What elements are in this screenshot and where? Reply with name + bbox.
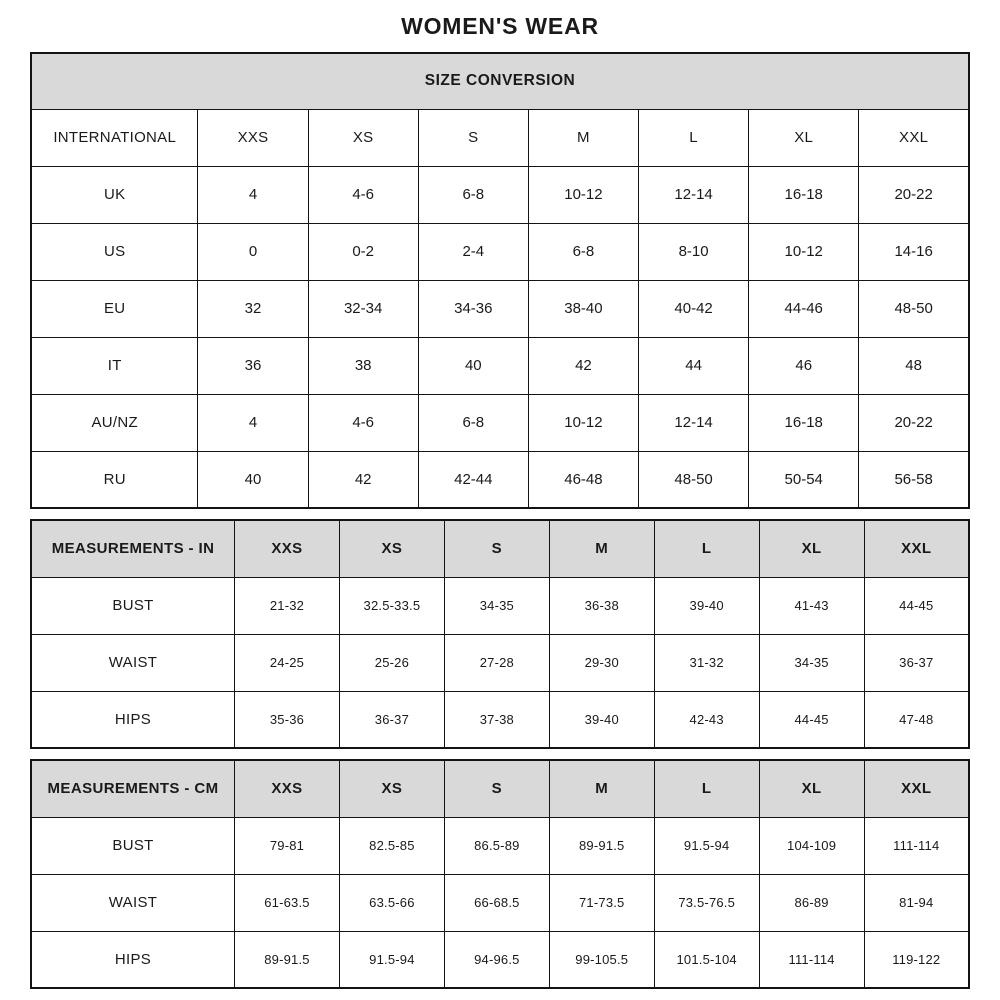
measurements-cm-header-label: MEASUREMENTS - CM — [31, 760, 235, 817]
measurements-in-row-label: HIPS — [31, 691, 235, 748]
table-row — [31, 634, 969, 691]
measurements-cm-column-header: XXS — [235, 760, 340, 817]
size-conversion-value-cell: 56-58 — [859, 451, 969, 508]
measurements-in-value-cell: 44-45 — [759, 691, 864, 748]
table-row — [31, 166, 969, 223]
measurements-cm-value-cell: 104-109 — [759, 817, 864, 874]
measurements-cm-value-cell: 82.5-85 — [339, 817, 444, 874]
measurements-in-column-header: XXS — [235, 520, 340, 577]
measurements-cm-column-header: M — [549, 760, 654, 817]
size-conversion-value-cell: 38 — [308, 337, 418, 394]
measurements-cm-table — [30, 759, 970, 989]
size-conversion-value-cell: 38-40 — [528, 280, 638, 337]
measurements-in-header-label: MEASUREMENTS - IN — [31, 520, 235, 577]
size-conversion-value-cell: 20-22 — [859, 166, 969, 223]
measurements-cm-value-cell: 119-122 — [864, 931, 969, 988]
measurements-cm-row-label: HIPS — [31, 931, 235, 988]
measurements-in-value-cell: 39-40 — [654, 577, 759, 634]
size-conversion-value-cell: 4-6 — [308, 166, 418, 223]
measurements-in-value-cell: 37-38 — [444, 691, 549, 748]
measurements-cm-column-header: L — [654, 760, 759, 817]
size-conversion-table — [30, 52, 970, 509]
table-row — [31, 280, 969, 337]
measurements-in-value-cell: 27-28 — [444, 634, 549, 691]
size-conversion-value-cell: 4 — [198, 166, 308, 223]
size-conversion-row-label: RU — [31, 451, 198, 508]
size-conversion-value-cell: 44-46 — [749, 280, 859, 337]
measurements-cm-column-header: XS — [339, 760, 444, 817]
size-conversion-value-cell: 4 — [198, 394, 308, 451]
table-row — [31, 451, 969, 508]
size-conversion-value-cell: 10-12 — [528, 394, 638, 451]
size-conversion-value-cell: 42-44 — [418, 451, 528, 508]
size-conversion-value-cell: 8-10 — [639, 223, 749, 280]
measurements-in-column-header: L — [654, 520, 759, 577]
measurements-cm-value-cell: 91.5-94 — [339, 931, 444, 988]
measurements-in-value-cell: 42-43 — [654, 691, 759, 748]
size-conversion-row-label: AU/NZ — [31, 394, 198, 451]
table-row — [31, 577, 969, 634]
measurements-cm-value-cell: 111-114 — [864, 817, 969, 874]
measurements-cm-value-cell: 73.5-76.5 — [654, 874, 759, 931]
measurements-in-value-cell: 36-37 — [864, 634, 969, 691]
size-conversion-value-cell: 44 — [639, 337, 749, 394]
measurements-cm-row-label: BUST — [31, 817, 235, 874]
size-conversion-value-cell: 46 — [749, 337, 859, 394]
size-conversion-value-cell: 0-2 — [308, 223, 418, 280]
size-conversion-value-cell: 6-8 — [418, 166, 528, 223]
measurements-in-row-label: WAIST — [31, 634, 235, 691]
size-conversion-value-cell: 46-48 — [528, 451, 638, 508]
size-conversion-value-cell: 10-12 — [749, 223, 859, 280]
size-conversion-value-cell: 12-14 — [639, 394, 749, 451]
size-conversion-column-header: XS — [308, 109, 418, 166]
size-conversion-row-label: IT — [31, 337, 198, 394]
measurements-cm-value-cell: 99-105.5 — [549, 931, 654, 988]
measurements-cm-value-cell: 81-94 — [864, 874, 969, 931]
table-row — [31, 817, 969, 874]
measurements-cm-value-cell: 63.5-66 — [339, 874, 444, 931]
measurements-cm-value-cell: 61-63.5 — [235, 874, 340, 931]
size-conversion-row-label: UK — [31, 166, 198, 223]
measurements-in-value-cell: 32.5-33.5 — [339, 577, 444, 634]
measurements-in-value-cell: 41-43 — [759, 577, 864, 634]
size-conversion-value-cell: 6-8 — [418, 394, 528, 451]
size-conversion-banner: SIZE CONVERSION — [31, 53, 969, 109]
page-title: WOMEN'S WEAR — [401, 12, 599, 39]
measurements-in-column-header: XXL — [864, 520, 969, 577]
measurements-in-value-cell: 29-30 — [549, 634, 654, 691]
measurements-cm-value-cell: 89-91.5 — [235, 931, 340, 988]
size-conversion-value-cell: 0 — [198, 223, 308, 280]
size-conversion-value-cell: 42 — [308, 451, 418, 508]
measurements-cm-column-header: S — [444, 760, 549, 817]
measurements-in-value-cell: 34-35 — [444, 577, 549, 634]
measurements-cm-value-cell: 71-73.5 — [549, 874, 654, 931]
size-conversion-value-cell: 40-42 — [639, 280, 749, 337]
size-conversion-column-header: M — [528, 109, 638, 166]
measurements-in-value-cell: 25-26 — [339, 634, 444, 691]
measurements-in-value-cell: 47-48 — [864, 691, 969, 748]
size-conversion-column-header: L — [639, 109, 749, 166]
table-row — [31, 337, 969, 394]
measurements-cm-value-cell: 79-81 — [235, 817, 340, 874]
size-conversion-value-cell: 42 — [528, 337, 638, 394]
size-conversion-value-cell: 32 — [198, 280, 308, 337]
size-conversion-header-label: INTERNATIONAL — [31, 109, 198, 166]
size-conversion-value-cell: 48 — [859, 337, 969, 394]
measurements-in-column-header: XS — [339, 520, 444, 577]
measurements-cm-value-cell: 89-91.5 — [549, 817, 654, 874]
measurements-in-value-cell: 39-40 — [549, 691, 654, 748]
size-conversion-value-cell: 36 — [198, 337, 308, 394]
size-conversion-value-cell: 32-34 — [308, 280, 418, 337]
size-conversion-value-cell: 16-18 — [749, 166, 859, 223]
measurements-cm-value-cell: 66-68.5 — [444, 874, 549, 931]
size-conversion-value-cell: 12-14 — [639, 166, 749, 223]
size-conversion-value-cell: 40 — [418, 337, 528, 394]
measurements-cm-row-label: WAIST — [31, 874, 235, 931]
measurements-cm-value-cell: 101.5-104 — [654, 931, 759, 988]
table-row — [31, 691, 969, 748]
measurements-cm-value-cell: 86-89 — [759, 874, 864, 931]
measurements-in-column-header: XL — [759, 520, 864, 577]
size-conversion-column-header: XXS — [198, 109, 308, 166]
table-row — [31, 931, 969, 988]
size-conversion-row-label: EU — [31, 280, 198, 337]
measurements-in-value-cell: 36-37 — [339, 691, 444, 748]
measurements-cm-column-header: XL — [759, 760, 864, 817]
measurements-cm-value-cell: 91.5-94 — [654, 817, 759, 874]
measurements-cm-value-cell: 86.5-89 — [444, 817, 549, 874]
measurements-in-column-header: M — [549, 520, 654, 577]
size-conversion-value-cell: 4-6 — [308, 394, 418, 451]
size-conversion-column-header: XL — [749, 109, 859, 166]
size-conversion-value-cell: 10-12 — [528, 166, 638, 223]
size-conversion-value-cell: 40 — [198, 451, 308, 508]
measurements-in-value-cell: 31-32 — [654, 634, 759, 691]
measurements-cm-column-header: XXL — [864, 760, 969, 817]
size-conversion-value-cell: 16-18 — [749, 394, 859, 451]
table-row — [31, 874, 969, 931]
measurements-in-column-header: S — [444, 520, 549, 577]
size-conversion-value-cell: 48-50 — [639, 451, 749, 508]
measurements-in-row-label: BUST — [31, 577, 235, 634]
measurements-in-value-cell: 35-36 — [235, 691, 340, 748]
measurements-in-value-cell: 24-25 — [235, 634, 340, 691]
size-conversion-value-cell: 50-54 — [749, 451, 859, 508]
measurements-in-table — [30, 519, 970, 749]
size-conversion-value-cell: 48-50 — [859, 280, 969, 337]
size-conversion-value-cell: 6-8 — [528, 223, 638, 280]
measurements-in-value-cell: 36-38 — [549, 577, 654, 634]
size-conversion-column-header: S — [418, 109, 528, 166]
table-row — [31, 394, 969, 451]
size-conversion-value-cell: 34-36 — [418, 280, 528, 337]
measurements-in-value-cell: 44-45 — [864, 577, 969, 634]
size-conversion-value-cell: 2-4 — [418, 223, 528, 280]
measurements-cm-value-cell: 94-96.5 — [444, 931, 549, 988]
size-conversion-value-cell: 20-22 — [859, 394, 969, 451]
measurements-in-value-cell: 21-32 — [235, 577, 340, 634]
size-conversion-row-label: US — [31, 223, 198, 280]
size-conversion-value-cell: 14-16 — [859, 223, 969, 280]
measurements-in-value-cell: 34-35 — [759, 634, 864, 691]
table-row — [31, 223, 969, 280]
measurements-cm-value-cell: 111-114 — [759, 931, 864, 988]
size-conversion-column-header: XXL — [859, 109, 969, 166]
